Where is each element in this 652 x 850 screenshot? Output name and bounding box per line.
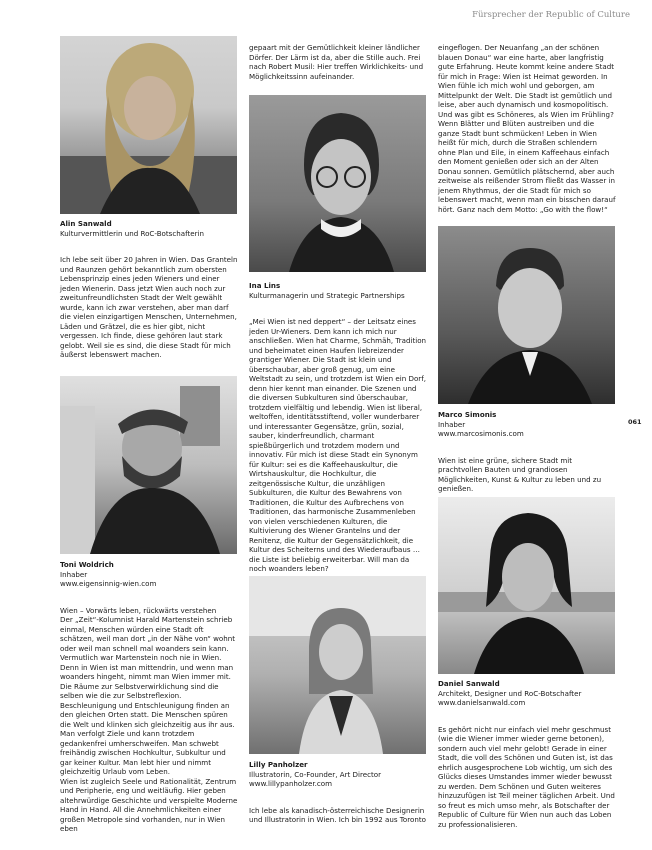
profile-name: Ina Lins xyxy=(249,281,281,290)
continued-paragraph: gepaart mit der Gemütlichkeit kleiner ländlicher Dörfer. Der Lärm ist da, aber die Stille auch. Frei nach Robert Musil: Hier treffen Wirklichkeits- und Möglichkeitssinn aufeinander. xyxy=(249,43,424,81)
portrait-toni-woldrich xyxy=(60,376,237,554)
profile-name: Lilly Panholzer xyxy=(249,760,308,769)
profile-website: www.marcosimonis.com xyxy=(438,429,524,438)
page-number: 061 xyxy=(628,418,642,426)
profile-text: Wien – Vorwärts leben, rückwärts verstehen Der „Zeit“-Kolumnist Harald Martenstein schrieb einmal, Menschen würden eine Stadt oft schätzen, weil man dort „in der Nähe von“ wohnt oder weil man schnell mal woanders sein kann. Vermutlich war Martenstein noch nie in Wien. Denn in Wien ist man mittendrin, und wenn man woanders hingeht, nimmt man Wien immer mit. Die Räume zur Selbstverwirklichung sind die selben wie die zur Selbstreflexion. Beschleunigung und Entschleunigung finden an den gleichen Orten statt. Die Menschen spüren die Welt und klinken sich gleichzeitig aus ihr aus. Man verfolgt Ziele und kann trotzdem gedankenfrei umherschweifen. Man schwebt freihändig zwischen Hochkultur, Subkultur und gar keiner Kultur. Man lebt hier und nimmt gleichzeitig Urlaub vom Leben. Wien ist zugleich Seele und Rationalität, Zentrum und Peripherie, eng und weitläufig. Hier geben altehrwürdige Geschichte und verspielte Moderne Hand in Hand. All die Annehmlichkeiten einer großen Metropole sind vorhanden, nur in Wien eben xyxy=(60,605,238,834)
profile-toni-woldrich xyxy=(60,560,238,841)
profile-name: Marco Simonis xyxy=(438,410,497,419)
profile-role: Architekt, Designer und RoC-Botschafter xyxy=(438,688,582,698)
profile-website: www.eigensinnig-wien.com xyxy=(60,579,157,588)
profile-role: Inhaber xyxy=(60,569,88,579)
profile-name: Daniel Sanwald xyxy=(438,679,500,688)
profile-text: „Mei Wien ist ned deppert“ – der Leitsatz eines jeden Ur-Wieners. Dem kann ich mich nur anschließen. Wien hat Charme, Schmäh, Tradition und beheimatet einen Haufen liebreizender grantiger Wiener. Die Stadt ist klein und überschaubar, aber groß genug, um eine Weltstadt zu sein, und trotzdem ist Wien ein Dorf, denn hier kennt man einander. Die Szenen und die diversen Subkulturen sind überschaubar, trotzdem vielfältig und lebendig. Wien ist liberal, weltoffen, identitätsstiftend, voller wunderbarer und interessanter Gegensätze, grün, sozial, sauber, kinderfreundlich, charmant spießbürgerlich und trotzdem modern und innovativ. Für mich ist diese Stadt ein Synonym für Kultur: sei es die Kaffeehauskultur, die Wirtshauskultur, die Hochkultur, die zeitgenössische Kultur, die unzähligen Subkulturen, die Kultur des Bewahrens von Traditionen, die Kultur des Aufbrechens von Traditionen, das harmonische Zusammenleben von vielen verschiedenen Kulturen, die Kultivierung des Wiener Grantelns und der Renitenz, die Kultur der Gegensätzlichkeit, die Kultur des Scheiterns und des Wiederaufbaus … die Liste ist beliebig erweiterbar. Will man da noch woanders leben? xyxy=(249,317,427,574)
profile-text: Ich lebe seit über 20 Jahren in Wien. Das Granteln und Raunzen gehört bekanntlich zum obersten Lebensprinzip eines jeden Wieners und einer jeden Wienerin. Dass jetzt Wien auch noch zur zweitunfreundlichsten Stadt der Welt gewählt wurde, kann ich zwar verstehen, aber man darf die vielen einzigartigen Menschen, Unternehmen, Läden und Grätzel, die es hier gibt, nicht vergessen. Ich finde, diese gehören laut stark gelobt. Weil sie es sind, die diese Stadt für mich äußerst lebenswert machen. xyxy=(60,255,238,360)
profile-website: www.lillypanholzer.com xyxy=(249,779,333,788)
portrait-lilly-panholzer xyxy=(249,576,426,754)
profile-text: Es gehört nicht nur einfach viel mehr geschmust (wie die Wiener immer wieder gerne betonen), sondern auch viel mehr gelobt! Gerade in einer Stadt, die voll des Schönen und Guten ist, ist das ehrlich ausgesprochene Lob wichtig, um sich des Glücks dieses Umstandes immer wieder bewusst zu werden. Dem Schönen und Guten weiteres hinzuzufügen ist Teil meiner täglichen Arbeit. Und so freut es mich umso mehr, als Botschafter der Republic of Culture für Wien nun auch das Loben zu professionalisieren. xyxy=(438,724,615,829)
profile-website: www.danielsanwald.com xyxy=(438,698,526,707)
profile-lilly-panholzer xyxy=(249,760,427,832)
portrait-daniel-sanwald xyxy=(438,497,615,674)
profile-role: Kulturmanagerin und Strategic Partnerships xyxy=(249,290,405,300)
profile-name: Alin Sanwald xyxy=(60,219,112,228)
profile-alin-sanwald xyxy=(60,219,238,367)
publication-header: Fürsprecher der Republic of Culture xyxy=(472,10,630,20)
profile-text: Wien ist eine grüne, sichere Stadt mit prachtvollen Bauten und grandiosen Möglichkeiten, Kunst & Kultur zu leben und zu genießen. xyxy=(438,455,602,494)
profile-text: Ich lebe als kanadisch-österreichische Designerin und Illustratorin in Wien. Ich bin 1992 aus Toronto xyxy=(249,805,426,825)
continued-text xyxy=(249,36,427,88)
portrait-marco-simonis xyxy=(438,226,615,404)
profile-marco-simonis xyxy=(438,410,616,501)
profile-role: Kulturvermittlerin und RoC-Botschafterin xyxy=(60,228,205,238)
profile-name: Toni Woldrich xyxy=(60,560,114,569)
profile-ina-lins xyxy=(249,281,427,581)
profile-role: Inhaber xyxy=(438,419,466,429)
portrait-ina-lins xyxy=(249,95,426,272)
continued-text xyxy=(438,36,616,221)
profile-daniel-sanwald xyxy=(438,679,616,836)
portrait-alin-sanwald xyxy=(60,36,237,214)
continued-paragraph: eingeflogen. Der Neuanfang „an der schönen blauen Donau“ war eine harte, aber langfristig gute Erfahrung. Heute kommt keine andere Stadt für mich in Frage: Wien ist Heimat geworden. In Wien fühle ich mich wohl und geborgen, am Mittelpunkt der Welt. Die Stadt ist gemütlich und leise, aber auch dynamisch und kosmopolitisch. Und was gibt es Schöneres, als Wien im Frühling? Wenn Blätter und Blüten austreiben und die ganze Stadt bunt schmücken! Leben in Wien heißt für mich, durch die Straßen schlendern ohne Plan und Eile, in einem Kaffeehaus einfach den Moment genießen oder sich an der Alten Donau sonnen. Gemütlich plätschernd, aber auch zeitweise als reißender Strom fließt das Wasser in jenem Rhythmus, der die Stadt für mich so lebenswert macht, wenn man ein bisschen darauf hört. Ganz nach dem Motto: „Go with the flow!“ xyxy=(438,43,616,214)
profile-role: Illustratorin, Co-Founder, Art Director xyxy=(249,769,382,779)
